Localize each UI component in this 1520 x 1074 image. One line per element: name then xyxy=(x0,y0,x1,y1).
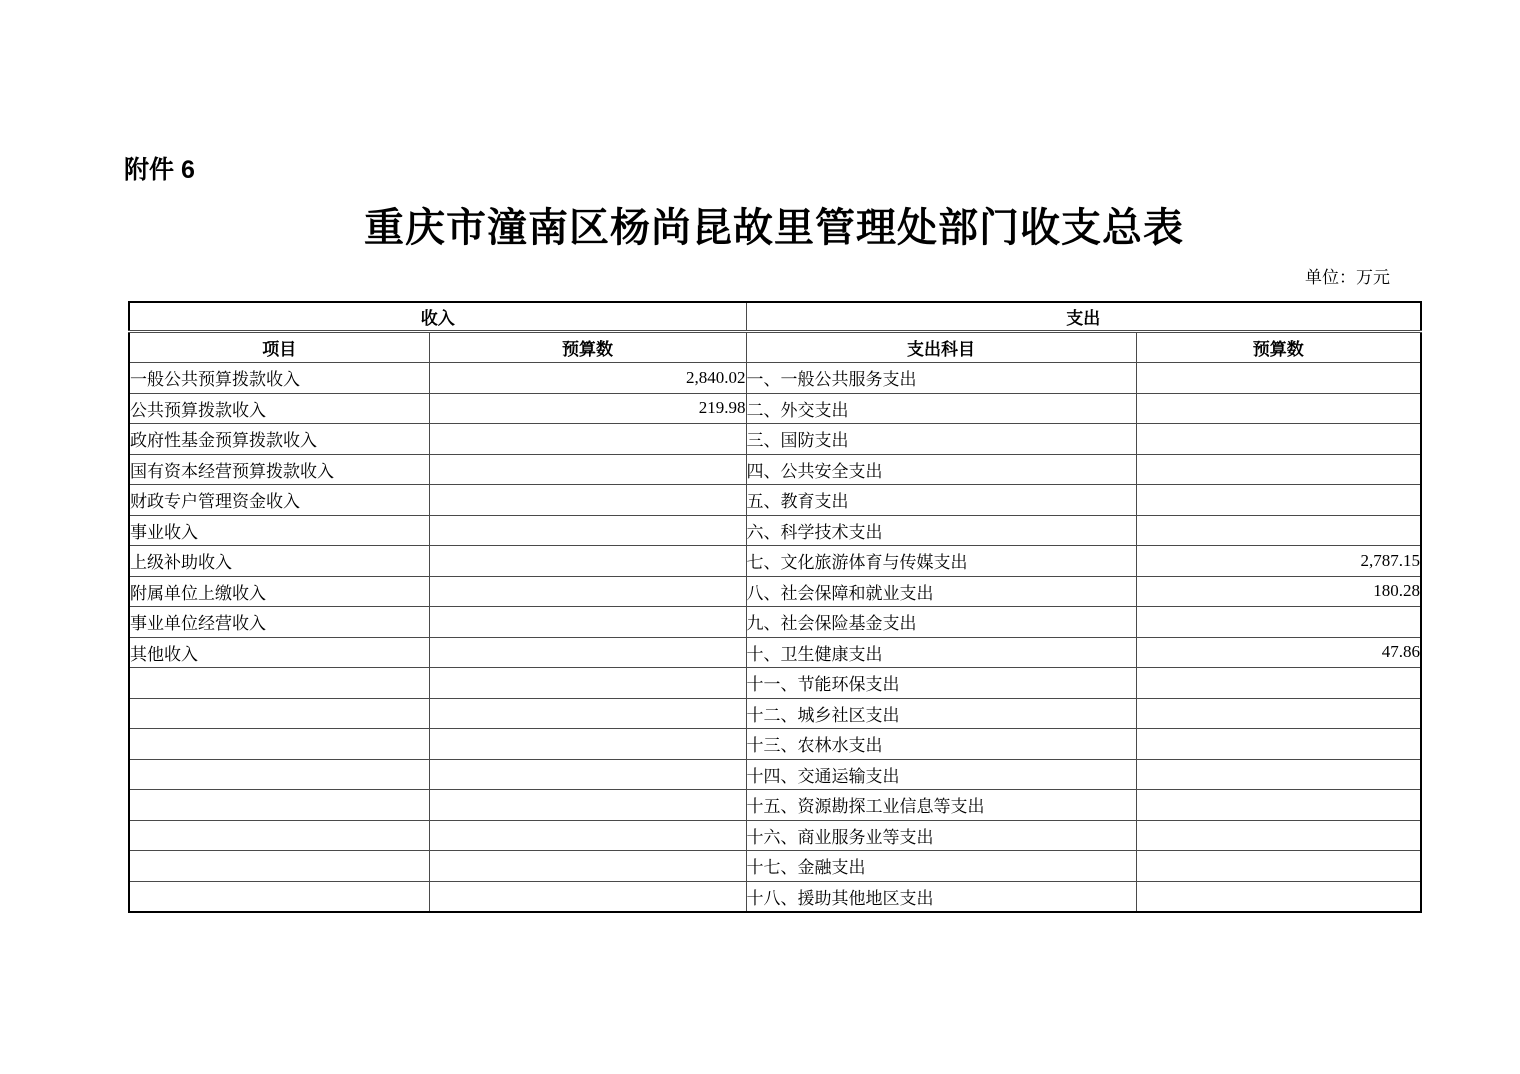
page-title: 重庆市潼南区杨尚昆故里管理处部门收支总表 xyxy=(364,205,1184,250)
expenditure-item-cell: 十三、农林水支出 xyxy=(746,729,1136,760)
table-row xyxy=(129,393,1421,424)
income-budget-cell xyxy=(429,637,746,668)
section-header-row xyxy=(129,302,1421,332)
table-row xyxy=(129,607,1421,638)
income-item-cell xyxy=(129,759,429,790)
expenditure-budget-cell xyxy=(1136,393,1421,424)
income-budget-cell xyxy=(429,485,746,516)
income-item-cell: 国有资本经营预算拨款收入 xyxy=(129,454,429,485)
income-section-header: 收入 xyxy=(129,302,746,332)
expenditure-item-cell: 二、外交支出 xyxy=(746,393,1136,424)
income-budget-cell xyxy=(429,698,746,729)
income-item-cell: 事业单位经营收入 xyxy=(129,607,429,638)
table-row xyxy=(129,820,1421,851)
table-row xyxy=(129,454,1421,485)
income-budget-cell xyxy=(429,820,746,851)
expenditure-item-cell: 十一、节能环保支出 xyxy=(746,668,1136,699)
income-item-cell xyxy=(129,790,429,821)
expenditure-budget-cell xyxy=(1136,790,1421,821)
income-item-cell: 其他收入 xyxy=(129,637,429,668)
income-budget-cell xyxy=(429,546,746,577)
expenditure-item-cell: 四、公共安全支出 xyxy=(746,454,1136,485)
income-item-cell xyxy=(129,881,429,912)
expenditure-budget-cell xyxy=(1136,668,1421,699)
expenditure-item-cell: 十五、资源勘探工业信息等支出 xyxy=(746,790,1136,821)
expenditure-budget-cell xyxy=(1136,698,1421,729)
expenditure-budget-cell: 180.28 xyxy=(1136,576,1421,607)
table-row xyxy=(129,790,1421,821)
expenditure-section-header: 支出 xyxy=(746,302,1421,332)
col-header-expenditure-budget: 预算数 xyxy=(1136,332,1421,363)
income-budget-cell xyxy=(429,881,746,912)
income-item-cell: 附属单位上缴收入 xyxy=(129,576,429,607)
table-row xyxy=(129,424,1421,455)
table-row xyxy=(129,637,1421,668)
expenditure-budget-cell xyxy=(1136,363,1421,394)
expenditure-item-cell: 六、科学技术支出 xyxy=(746,515,1136,546)
income-item-cell: 公共预算拨款收入 xyxy=(129,393,429,424)
income-item-cell: 政府性基金预算拨款收入 xyxy=(129,424,429,455)
income-budget-cell: 2,840.02 xyxy=(429,363,746,394)
table-row xyxy=(129,759,1421,790)
table-row xyxy=(129,729,1421,760)
col-header-income-budget: 预算数 xyxy=(429,332,746,363)
income-budget-cell: 219.98 xyxy=(429,393,746,424)
expenditure-budget-cell xyxy=(1136,485,1421,516)
income-budget-cell xyxy=(429,454,746,485)
income-item-cell: 财政专户管理资金收入 xyxy=(129,485,429,516)
col-header-income-item: 项目 xyxy=(129,332,429,363)
expenditure-item-cell: 十四、交通运输支出 xyxy=(746,759,1136,790)
expenditure-budget-cell: 2,787.15 xyxy=(1136,546,1421,577)
expenditure-item-cell: 七、文化旅游体育与传媒支出 xyxy=(746,546,1136,577)
table-row xyxy=(129,668,1421,699)
expenditure-item-cell: 十六、商业服务业等支出 xyxy=(746,820,1136,851)
expenditure-budget-cell xyxy=(1136,424,1421,455)
income-budget-cell xyxy=(429,729,746,760)
income-item-cell xyxy=(129,851,429,882)
income-budget-cell xyxy=(429,851,746,882)
attachment-label: 附件 6 xyxy=(124,156,195,184)
table-row xyxy=(129,546,1421,577)
table-row xyxy=(129,576,1421,607)
expenditure-budget-cell xyxy=(1136,820,1421,851)
expenditure-item-cell: 八、社会保障和就业支出 xyxy=(746,576,1136,607)
table-row xyxy=(129,698,1421,729)
table-row xyxy=(129,363,1421,394)
income-budget-cell xyxy=(429,790,746,821)
expenditure-budget-cell xyxy=(1136,851,1421,882)
expenditure-item-cell: 一、一般公共服务支出 xyxy=(746,363,1136,394)
column-header-row xyxy=(129,332,1421,363)
table-row xyxy=(129,851,1421,882)
income-item-cell: 上级补助收入 xyxy=(129,546,429,577)
income-item-cell: 事业收入 xyxy=(129,515,429,546)
expenditure-item-cell: 十八、援助其他地区支出 xyxy=(746,881,1136,912)
income-item-cell xyxy=(129,668,429,699)
income-budget-cell xyxy=(429,576,746,607)
income-budget-cell xyxy=(429,668,746,699)
expenditure-budget-cell xyxy=(1136,607,1421,638)
expenditure-item-cell: 十二、城乡社区支出 xyxy=(746,698,1136,729)
income-item-cell xyxy=(129,820,429,851)
income-budget-cell xyxy=(429,515,746,546)
income-item-cell: 一般公共预算拨款收入 xyxy=(129,363,429,394)
col-header-expenditure-item: 支出科目 xyxy=(746,332,1136,363)
expenditure-budget-cell xyxy=(1136,515,1421,546)
budget-table xyxy=(128,301,1422,913)
table-row xyxy=(129,881,1421,912)
unit-label: 单位：万元 xyxy=(1305,268,1390,287)
expenditure-budget-cell xyxy=(1136,881,1421,912)
expenditure-budget-cell xyxy=(1136,729,1421,760)
expenditure-item-cell: 五、教育支出 xyxy=(746,485,1136,516)
expenditure-item-cell: 十、卫生健康支出 xyxy=(746,637,1136,668)
expenditure-budget-cell xyxy=(1136,759,1421,790)
income-item-cell xyxy=(129,698,429,729)
income-budget-cell xyxy=(429,424,746,455)
expenditure-item-cell: 三、国防支出 xyxy=(746,424,1136,455)
table-row xyxy=(129,485,1421,516)
expenditure-item-cell: 十七、金融支出 xyxy=(746,851,1136,882)
expenditure-budget-cell xyxy=(1136,454,1421,485)
income-budget-cell xyxy=(429,759,746,790)
expenditure-budget-cell: 47.86 xyxy=(1136,637,1421,668)
income-budget-cell xyxy=(429,607,746,638)
income-item-cell xyxy=(129,729,429,760)
expenditure-item-cell: 九、社会保险基金支出 xyxy=(746,607,1136,638)
table-row xyxy=(129,515,1421,546)
